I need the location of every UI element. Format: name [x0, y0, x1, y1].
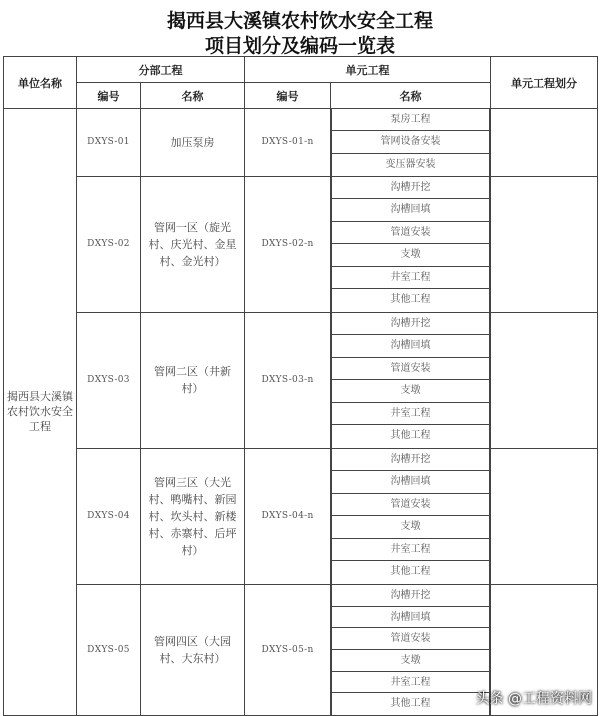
unit-division-cell [491, 109, 598, 177]
sub-project-name: 管网一区（旋光村、庆光村、金星村、金光村） [141, 176, 245, 312]
unit-element: 井室工程 [332, 403, 489, 426]
unit-division-cell [491, 448, 598, 584]
unit-element: 井室工程 [332, 539, 489, 562]
unit-element: 变压器安装 [385, 158, 436, 170]
unit-element-list-cell [331, 448, 491, 584]
sub-project-code: DXYS-05 [77, 584, 141, 715]
header-unit-project: 单元工程 [245, 57, 491, 83]
sub-project-code: DXYS-04 [77, 448, 141, 584]
unit-element: 支墩 [332, 380, 489, 403]
unit-element: 其他工程 [390, 430, 431, 442]
unit-element: 沟槽开挖 [332, 313, 489, 336]
unit-element: 沟槽回填 [332, 199, 489, 222]
unit-element: 管道安装 [332, 222, 489, 245]
unit-element: 其他工程 [390, 566, 431, 578]
unit-element: 沟槽回填 [332, 607, 489, 629]
unit-element: 管道安装 [332, 494, 489, 517]
unit-element: 沟槽回填 [332, 471, 489, 494]
unit-division-cell [491, 312, 598, 448]
sub-project-code: DXYS-02 [77, 176, 141, 312]
unit-project-code: DXYS-02-n [245, 176, 331, 312]
unit-element: 支墩 [332, 244, 489, 267]
unit-project-code: DXYS-04-n [245, 448, 331, 584]
unit-element: 井室工程 [332, 672, 489, 694]
unit-project-code: DXYS-03-n [245, 312, 331, 448]
unit-name-cell: 揭西县大溪镇农村饮水安全工程 [4, 109, 77, 716]
unit-element: 沟槽回填 [332, 335, 489, 358]
sub-project-name: 管网四区（大园村、大东村） [141, 584, 245, 715]
unit-element: 沟槽开挖 [332, 449, 489, 472]
document-subtitle: 项目划分及编码一览表 [204, 35, 395, 57]
unit-project-code: DXYS-01-n [245, 109, 331, 177]
unit-element: 沟槽开挖 [332, 585, 489, 607]
document-title: 揭西县大溪镇农村饮水安全工程 [166, 10, 433, 32]
unit-element: 管网设备安装 [332, 131, 489, 153]
group-row [4, 448, 598, 584]
unit-element: 管道安装 [332, 628, 489, 650]
unit-project-code: DXYS-05-n [245, 584, 331, 715]
sub-project-name: 加压泵房 [141, 109, 245, 177]
sub-project-name: 管网三区（大光村、鸭嘴村、新园村、坎头村、新楼村、赤寨村、后坪村） [141, 448, 245, 584]
group-row [4, 109, 598, 177]
unit-element-list-cell [331, 109, 491, 177]
unit-division-cell [491, 176, 598, 312]
unit-element-list-cell [331, 584, 491, 715]
unit-element: 管道安装 [332, 358, 489, 381]
header-unit-code: 编号 [245, 83, 331, 109]
group-row [4, 312, 598, 448]
group-row [4, 176, 598, 312]
unit-element: 支墩 [332, 516, 489, 539]
header-unit-division: 单元工程划分 [491, 57, 598, 109]
header-sub-code: 编号 [77, 83, 141, 109]
unit-element-list-cell [331, 176, 491, 312]
unit-element: 支墩 [332, 650, 489, 672]
unit-element: 其他工程 [390, 698, 431, 710]
unit-element: 沟槽开挖 [332, 177, 489, 200]
sub-project-name: 管网二区（井新村） [141, 312, 245, 448]
header-sub-name: 名称 [141, 83, 245, 109]
header-unit-el-name: 名称 [331, 83, 491, 109]
watermark: 头条 @工程资料网 [475, 691, 592, 707]
unit-element: 井室工程 [332, 267, 489, 290]
unit-element: 泵房工程 [332, 109, 489, 131]
unit-element: 其他工程 [390, 294, 431, 306]
sub-project-code: DXYS-03 [77, 312, 141, 448]
project-division-table [3, 56, 598, 716]
sub-project-code: DXYS-01 [77, 109, 141, 177]
unit-element-list-cell [331, 312, 491, 448]
header-sub-project: 分部工程 [77, 57, 245, 83]
header-unit-name: 单位名称 [4, 57, 77, 109]
